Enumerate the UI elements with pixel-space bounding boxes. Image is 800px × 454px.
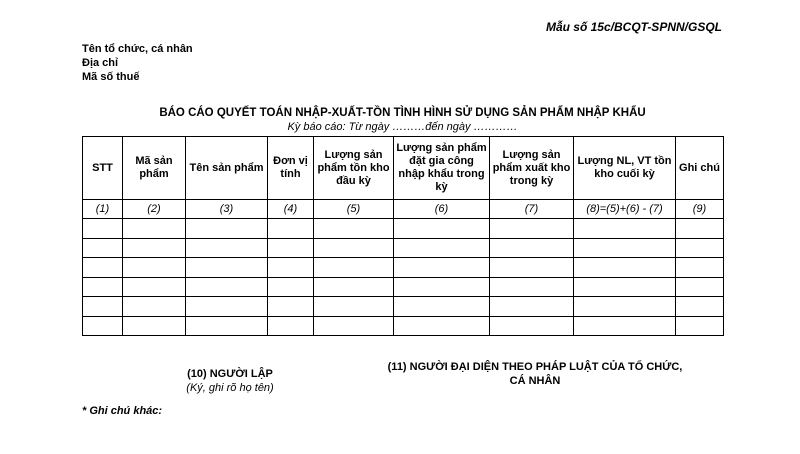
table-cell — [314, 238, 394, 258]
table-cell — [676, 258, 724, 278]
table-cell — [268, 297, 314, 317]
preparer-hint: (Ký, ghi rõ họ tên) — [186, 382, 274, 394]
table-row — [83, 258, 724, 278]
table-row — [83, 238, 724, 258]
table-cell — [123, 258, 186, 278]
table-cell — [186, 277, 268, 297]
header-cell: Lượng sản phẩm xuất kho trong kỳ — [490, 137, 574, 200]
table-cell — [676, 238, 724, 258]
table-cell — [268, 316, 314, 336]
table-cell — [83, 238, 123, 258]
table-cell — [268, 277, 314, 297]
table-cell — [123, 316, 186, 336]
table-cell — [574, 238, 676, 258]
header-cell: STT — [83, 137, 123, 200]
table-cell — [83, 219, 123, 239]
org-info — [82, 42, 193, 84]
org-address-label: Địa chỉ — [82, 57, 119, 69]
column-number-cell: (6) — [394, 200, 490, 219]
table-cell — [574, 277, 676, 297]
org-tax-code-label: Mã số thuế — [82, 71, 140, 83]
table-cell — [574, 219, 676, 239]
table-cell — [83, 258, 123, 278]
column-number-cell: (9) — [676, 200, 724, 219]
column-number-cell: (8)=(5)+(6) - (7) — [574, 200, 676, 219]
form-code: Mẫu số 15c/BCQT-SPNN/GSQL — [545, 20, 722, 34]
table-cell — [83, 297, 123, 317]
table-cell — [490, 277, 574, 297]
header-cell: Ghi chú — [676, 137, 724, 200]
table-cell — [123, 238, 186, 258]
header-cell: Lượng sản phẩm tồn kho đầu kỳ — [314, 137, 394, 200]
table-cell — [186, 219, 268, 239]
table-cell — [314, 297, 394, 317]
report-title: BÁO CÁO QUYẾT TOÁN NHẬP-XUẤT-TỒN TÌNH HÌNH SỬ DỤNG SẢN PHẨM NHẬP KHẨU — [159, 107, 646, 119]
table-cell — [490, 297, 574, 317]
table-cell — [186, 316, 268, 336]
table-cell — [123, 219, 186, 239]
table-cell — [268, 219, 314, 239]
table-cell — [186, 297, 268, 317]
table-cell — [574, 297, 676, 317]
table-cell — [314, 277, 394, 297]
table-cell — [574, 258, 676, 278]
header-row — [83, 137, 724, 200]
table-cell — [676, 297, 724, 317]
table-cell — [490, 219, 574, 239]
header-cell: Đơn vị tính — [268, 137, 314, 200]
preparer-role: (10) NGƯỜI LẬP — [187, 368, 273, 380]
table-cell — [676, 219, 724, 239]
table-cell — [83, 277, 123, 297]
table-cell — [186, 238, 268, 258]
table-cell — [490, 258, 574, 278]
report-table — [82, 136, 724, 336]
table-cell — [123, 297, 186, 317]
column-number-cell: (5) — [314, 200, 394, 219]
table-cell — [676, 316, 724, 336]
table-cell — [394, 219, 490, 239]
column-number-cell: (4) — [268, 200, 314, 219]
table-row — [83, 316, 724, 336]
table-cell — [123, 277, 186, 297]
table-cell — [268, 258, 314, 278]
table-cell — [394, 297, 490, 317]
preparer-signature-block — [140, 367, 320, 395]
table-cell — [394, 238, 490, 258]
table-cell — [574, 316, 676, 336]
legal-rep-role: (11) NGƯỜI ĐẠI DIỆN THEO PHÁP LUẬT CỦA TỔ CHỨC, CÁ NHÂN — [387, 361, 683, 387]
table-cell — [676, 277, 724, 297]
table-cell — [314, 219, 394, 239]
table-cell — [394, 258, 490, 278]
column-number-row — [83, 200, 724, 219]
column-number-cell: (1) — [83, 200, 123, 219]
header-cell: Mã sản phẩm — [123, 137, 186, 200]
table-cell — [490, 238, 574, 258]
table-cell — [490, 316, 574, 336]
org-name-label: Tên tổ chức, cá nhân — [82, 43, 193, 55]
column-number-cell: (2) — [123, 200, 186, 219]
table-cell — [394, 316, 490, 336]
report-period: Kỳ báo cáo: Từ ngày ………đến ngày ………… — [287, 121, 518, 133]
other-notes-label: * Ghi chú khác: — [82, 405, 163, 417]
column-number-cell: (7) — [490, 200, 574, 219]
header-cell: Lượng NL, VT tồn kho cuối kỳ — [574, 137, 676, 200]
column-number-cell: (3) — [186, 200, 268, 219]
table-row — [83, 219, 724, 239]
table-row — [83, 277, 724, 297]
table-cell — [314, 258, 394, 278]
table-row — [83, 297, 724, 317]
table-cell — [268, 238, 314, 258]
header-cell: Tên sản phẩm — [186, 137, 268, 200]
table-cell — [314, 316, 394, 336]
legal-rep-signature-block — [380, 360, 690, 388]
table-cell — [394, 277, 490, 297]
table-cell — [186, 258, 268, 278]
header-cell: Lượng sản phẩm đặt gia công nhập khẩu trong kỳ — [394, 137, 490, 200]
table-cell — [83, 316, 123, 336]
